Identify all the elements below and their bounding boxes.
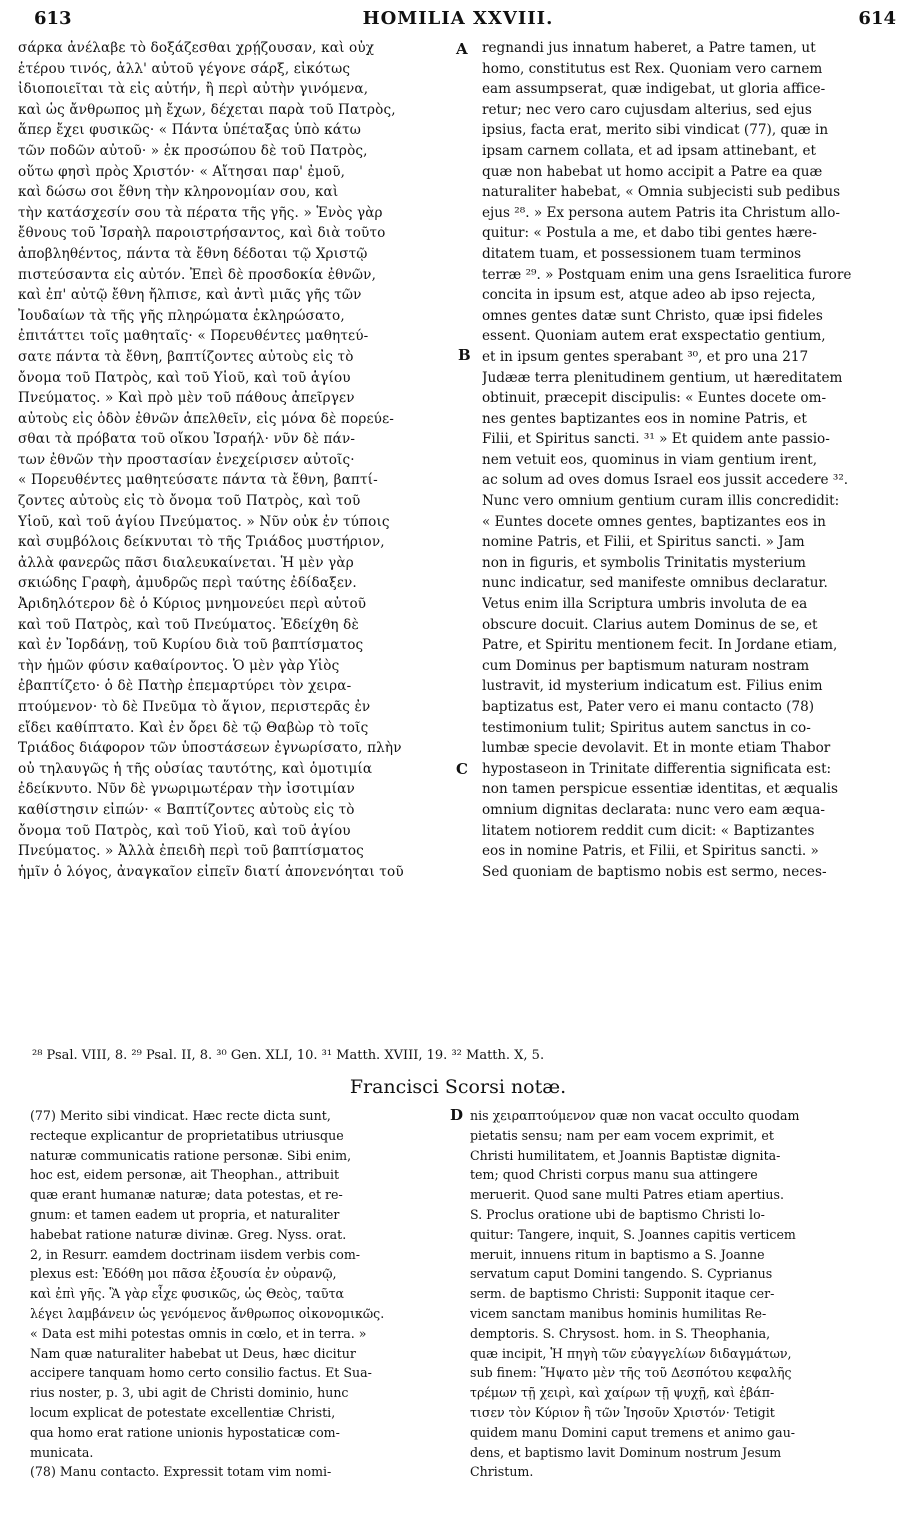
latin-text-line: concita in ipsum est, atque adeo ab ipso rejecta, [482,287,816,304]
latin-text-line: ipsam carnem collata, et ad ipsam attinebant, et [482,142,817,159]
note-line: quæ erant humanæ naturæ; data potestas, et re- [30,1187,343,1203]
greek-text-line: ὄνομα τοῦ Πατρὸς, καὶ τοῦ Υἱοῦ, καὶ τοῦ ἁγίου [18,369,351,386]
greek-text-line: πιστεύσαντα εἰς αὐτόν. Ἐπεὶ δὲ προσδοκία ἐθνῶν, [18,266,377,283]
latin-text-line: Vetus enim illa Scriptura umbris involuta de ea [482,596,808,613]
notes-right-column [470,1106,890,1482]
note-line: λέγει λαμβάνειν ὡς γενόμενος ἄνθρωπος οἰκονομικῶς. [30,1305,385,1321]
greek-text-line: ἐδείκνυτο. Νῦν δὲ γνωριμωτέραν τὴν ἰσοτιμίαν [18,781,355,798]
latin-text-line: nem vetuit eos, quominus in viam gentium irent, [482,451,818,468]
latin-text-line: ditatem tuam, et possessionem tuam terminos [482,245,802,262]
greek-text-line: ἑτέρου τινός, ἀλλ' αὐτοῦ γέγονε σάρξ, εἰκότως [18,60,351,77]
note-line: servatum caput Domini tangendo. S. Cyprianus [470,1266,773,1282]
note-line: quæ incipit, Ἡ πηγὴ τῶν εὐαγγελίων διδαγμάτων, [470,1345,792,1361]
note-line: S. Proclus oratione ubi de baptismo Christi lo- [470,1206,765,1222]
latin-text-line: ipsius, facta erat, merito sibi vindicat (77), quæ in [482,122,829,139]
latin-text-line: testimonium tulit; Spiritus autem sanctus in co- [482,719,811,736]
margin-marker-c: C [456,760,468,778]
greek-text-line: τὴν ἡμῶν φύσιν καθαίροντος. Ὁ μὲν γὰρ Υἱὸς [18,657,340,674]
note-line: gnum: et tamen eadem ut propria, et naturaliter [30,1206,340,1222]
greek-text-line: καὶ ὡς ἄνθρωπος μὴ ἔχων, δέχεται παρὰ τοῦ Πατρὸς, [18,101,396,118]
greek-text-line: καθίστησιν εἰπών· « Βαπτίζοντες αὐτοὺς εἰς τὸ [18,801,355,818]
note-line: demptoris. S. Chrysost. hom. in S. Theophania, [470,1325,771,1341]
latin-text-line: omnium dignitas declarata: nunc vero eam æqua- [482,801,825,818]
greek-text-line: « Πορευθέντες μαθητεύσατε πάντα τὰ ἔθνη, βαπτί- [18,472,378,489]
greek-text-line: Υἱοῦ, καὶ τοῦ ἁγίου Πνεύματος. » Νῦν οὐκ ἐν τύποις [18,513,390,530]
latin-text-line: lustravit, id mysterium indicatum est. Filius enim [482,678,823,695]
greek-text-line: καὶ ἐπ' αὐτῷ ἔθνη ἤλπισε, καὶ ἀντὶ μιᾶς γῆς τῶν [18,287,362,304]
note-line: (77) Merito sibi vindicat. Hæc recte dicta sunt, [30,1108,331,1123]
latin-text-line: non tamen perspicue essentiæ identitas, et æqualis [482,781,838,798]
greek-text-line: οὐ τηλαυγῶς ἡ τῆς οὐσίας ταυτότης, καὶ ὁμοτιμία [18,760,373,777]
greek-text-line: ἡμῖν ὁ λόγος, ἀναγκαῖον εἰπεῖν διατί ἀπονενόηται τοῦ [18,863,404,880]
greek-text-line: Ἰουδαίων τὰ τῆς γῆς πληρώματα ἐκληρώσατο, [18,307,345,324]
note-line: dens, et baptismo lavit Dominum nostrum Jesum [470,1444,782,1460]
latin-text-line: eam assumpserat, quæ indigebat, ut gloria affice- [482,81,826,98]
latin-text-line: hypostaseon in Trinitate differentia significata est: [482,760,832,777]
greek-text-line: ἅπερ ἔχει φυσικῶς· « Πάντα ὑπέταξας ὑπὸ κάτω [18,122,362,139]
greek-text-line: ἔθνους τοῦ Ἰσραὴλ παροιστρήσαντος, καὶ διὰ τοῦτο [18,225,386,242]
greek-text-line: αὐτοὺς εἰς ὁδὸν ἐθνῶν ἀπελθεῖν, εἰς μόνα δὲ πορεύε- [18,410,395,427]
latin-column [482,38,902,882]
latin-text-line: retur; nec vero caro cujusdam alterius, sed ejus [482,101,812,118]
greek-text-line: πτούμενον· τὸ δὲ Πνεῦμα τὸ ἅγιον, περιστερᾶς ἐν [18,699,371,715]
note-line: meruerit. Quod sane multi Patres etiam apertius. [470,1187,785,1203]
note-line: quidem manu Domini caput tremens et animo gau- [470,1424,796,1440]
margin-marker-a: A [456,40,468,58]
greek-column [18,38,462,882]
note-line: rius noster, p. 3, ubi agit de Christi dominio, hunc [30,1385,349,1401]
greek-text-line: Ἀριδηλότερον δὲ ὁ Κύριος μνημονεύει περὶ αὐτοῦ [18,596,367,613]
latin-text-line: « Euntes docete omnes gentes, baptizantes eos in [482,513,826,530]
greek-text-line: ζοντες αὐτοὺς εἰς τὸ ὄνομα τοῦ Πατρὸς, καὶ τοῦ [18,493,361,510]
greek-text-line: σκιώδης Γραφὴ, ἀμυδρῶς περὶ ταύτης ἐδίδαξεν. [18,575,357,592]
latin-text-line: nomine Patris, et Filii, et Spiritus sancti. » Jam [482,534,805,551]
greek-text-line: ἀποβληθέντος, πάντα τὰ ἔθνη δέδοται τῷ Χριστῷ [18,245,368,262]
note-line: accipere tanquam homo certo consilio factus. Et Sua- [30,1365,372,1381]
greek-text-line: Πνεύματος. » Ἀλλὰ ἐπειδὴ περὶ τοῦ βαπτίσματος [18,843,364,860]
greek-text-line: καὶ συμβόλοις δείκνυται τὸ τῆς Τριάδος μυστήριον, [18,534,385,551]
greek-text-line: των ἐθνῶν τὴν προστασίαν ἐνεχείρισεν αὐτοῖς· [18,451,355,468]
note-line: nis χειραπτούμενον quæ non vacat occulto quodam [470,1108,800,1123]
note-line: Christi humilitatem, et Joannis Baptistæ dignita- [470,1147,781,1163]
latin-text-line: lumbæ specie devolavit. Et in monte etiam Thabor [482,740,831,757]
greek-text-line: ὄνομα τοῦ Πατρὸς, καὶ τοῦ Υἱοῦ, καὶ τοῦ ἁγίου [18,822,351,839]
note-line: qua homo erat ratione unionis hypostaticæ com- [30,1424,340,1440]
latin-text-line: omnes gentes datæ sunt Christo, quæ ipsi fideles [482,307,823,324]
greek-text-line: τὴν κατάσχεσίν σου τὰ πέρατα τῆς γῆς. » Ἑνὸς γὰρ [18,204,383,221]
latin-text-line: homo, constitutus est Rex. Quoniam vero carnem [482,60,823,77]
greek-text-line: οὕτω φησὶ πρὸς Χριστόν· « Αἴτησαι παρ' ἐμοῦ, [18,163,346,180]
greek-text-line: σθαι τὰ πρόβατα τοῦ οἴκου Ἰσραήλ· νῦν δὲ πάν- [18,431,356,448]
note-line: quitur: Tangere, inquit, S. Joannes capitis verticem [470,1226,796,1242]
greek-text-line: καὶ δώσω σοι ἔθνη τὴν κληρονομίαν σου, καὶ [18,184,339,201]
latin-text-line: Judææ terra plenitudinem gentium, ut hæreditatem [482,369,843,386]
page-number-right: 614 [858,8,896,29]
latin-text-line: essent. Quoniam autem erat exspectatio gentium, [482,328,826,345]
latin-text-line: cum Dominus per baptismum naturam nostram [482,657,810,674]
latin-text-line: obtinuit, præcepit discipulis: « Euntes docete om- [482,390,827,407]
greek-text-line: σατε πάντα τὰ ἔθνη, βαπτίζοντες αὐτοὺς εἰς τὸ [18,348,354,365]
greek-text-line: ἰδιοποιεῖται τὰ εἰς αὐτήν, ἢ περὶ αὐτὴν γινόμενα, [18,81,369,98]
note-line: καὶ ἐπὶ γῆς. Ἃ γὰρ εἶχε φυσικῶς, ὡς Θεὸς, ταῦτα [30,1286,345,1302]
latin-text-line: Patre, et Spiritu mentionem fecit. In Jordane etiam, [482,637,838,654]
note-line: locum explicat de potestate excellentiæ Christi, [30,1404,336,1420]
note-line: 2, in Resurr. eamdem doctrinam iisdem verbis com- [30,1246,361,1262]
note-line: « Data est mihi potestas omnis in cœlo, et in terra. » [30,1325,367,1341]
latin-text-line: baptizatus est, Pater vero ei manu contacto (78) [482,699,815,715]
greek-text-line: καὶ ἐν Ἰορδάνῃ, τοῦ Κυρίου διὰ τοῦ βαπτίσματος [18,637,364,654]
latin-text-line: nes gentes baptizantes eos in nomine Patris, et [482,410,807,427]
latin-text-line: terræ ²⁹. » Postquam enim una gens Israelitica furore [482,266,852,283]
latin-text-line: quæ non habebat ut homo accipit a Patre ea quæ [482,163,823,180]
latin-text-line: Filii, et Spiritus sancti. ³¹ » Et quidem ante passio- [482,431,830,448]
note-line: sub finem: Ἥψατο μὲν τῆς τοῦ Δεσπότου κεφαλῆς [470,1365,792,1381]
latin-text-line: quitur: « Postula a me, et dabo tibi gentes hære- [482,225,817,242]
note-line: recteque explicantur de proprietatibus utriusque [30,1127,344,1143]
note-line: Christum. [470,1464,534,1480]
latin-text-line: Sed quoniam de baptismo nobis est sermo, neces- [482,863,827,880]
note-line: hoc est, eidem personæ, ait Theophan., attribuit [30,1167,340,1183]
latin-text-line: eos in nomine Patris, et Filii, et Spiritus sancti. » [482,843,819,860]
latin-text-line: regnandi jus innatum haberet, a Patre tamen, ut [482,40,816,56]
running-title: HOMILIA XXVIII. [362,8,554,29]
greek-text-line: καὶ τοῦ Πατρὸς, καὶ τοῦ Πνεύματος. Ἐδείχθη δὲ [18,616,359,633]
note-line: Nam quæ naturaliter habebat ut Deus, hæc dicitur [30,1345,356,1361]
note-line: pietatis sensu; nam per eam vocem exprimit, et [470,1127,774,1143]
note-line: meruit, innuens ritum in baptismo a S. Joanne [470,1246,765,1262]
latin-text-line: naturaliter habebat, « Omnia subjecisti sub pedibus [482,184,841,201]
greek-text-line: σάρκα ἀνέλαβε τὸ δοξάζεσθαι χρῄζουσαν, καὶ οὐχ [18,40,375,56]
note-line: (78) Manu contacto. Expressit totam vim nomi- [30,1464,332,1480]
note-line: τισεν τὸν Κύριον ἢ τῶν Ἰησοῦν Χριστόν· Tetigit [470,1404,775,1420]
note-line: habebat ratione naturæ divinæ. Greg. Nyss. orat. [30,1226,347,1242]
latin-text-line: ac solum ad oves domus Israel eos jussit accedere ³². [482,472,849,489]
note-line: municata. [30,1444,94,1460]
greek-text-line: ἀλλὰ φανερῶς πᾶσι διαλευκαίνεται. Ἡ μὲν γὰρ [18,554,354,571]
greek-text-line: ἐβαπτίζετο· ὁ δὲ Πατὴρ ἐπεμαρτύρει τὸν χειρα- [18,678,352,695]
note-line: naturæ communicatis ratione personæ. Sibi enim, [30,1147,352,1163]
latin-text-line: obscure docuit. Clarius autem Dominus de se, et [482,616,818,633]
latin-text-line: litatem notiorem reddit cum dicit: « Baptizantes [482,822,815,839]
greek-text-line: τῶν ποδῶν αὐτοῦ· » ἐκ προσώπου δὲ τοῦ Πατρὸς, [18,142,368,159]
page-number-left: 613 [34,8,72,29]
note-line: tem; quod Christi corpus manu sua attingere [470,1167,758,1183]
latin-text-line: et in ipsum gentes sperabant ³⁰, et pro una 217 [482,348,809,365]
latin-text-line: non in figuris, et symbolis Trinitatis mysterium [482,554,806,571]
latin-text-line: nunc indicatur, sed manifeste omnibus declaratur. [482,575,828,592]
margin-marker-d: D [450,1106,464,1124]
latin-text-line: Nunc vero omnium gentium curam illis concredidit: [482,493,840,510]
note-line: plexus est: Ἐδόθη μοι πᾶσα ἐξουσία ἐν οὐρανῷ, [30,1266,337,1282]
footnotes: ²⁸ Psal. VIII, 8. ²⁹ Psal. II, 8. ³⁰ Gen. XLI, 10. ³¹ Matth. XVIII, 19. ³² Matth. X, 5. [32,1048,545,1063]
greek-text-line: Τριάδος διάφορον τῶν ὑποστάσεων ἐγνωρίσατο, πλὴν [18,740,402,757]
greek-text-line: ἐπιτάττει τοῖς μαθηταῖς· « Πορευθέντες μαθητεύ- [18,328,369,345]
latin-text-line: ejus ²⁸. » Ex persona autem Patris ita Christum allo- [482,204,841,221]
notes-left-column [30,1106,448,1482]
margin-marker-b: B [458,346,471,364]
note-line: τρέμων τῇ χειρὶ, καὶ χαίρων τῇ ψυχῇ, καὶ ἐβάπ- [470,1385,775,1401]
note-line: serm. de baptismo Christi: Supponit itaque cer- [470,1286,775,1302]
note-line: vicem sanctam manibus hominis humilitas Re- [470,1305,767,1321]
greek-text-line: Πνεύματος. » Καὶ πρὸ μὲν τοῦ πάθους ἀπεῖργεν [18,390,355,407]
page-header [10,8,906,34]
greek-text-line: εἴδει καθίπτατο. Καὶ ἐν ὄρει δὲ τῷ Θαβὼρ τὸ τοῖς [18,719,369,736]
notes-title: Francisci Scorsi notæ. [349,1076,567,1098]
